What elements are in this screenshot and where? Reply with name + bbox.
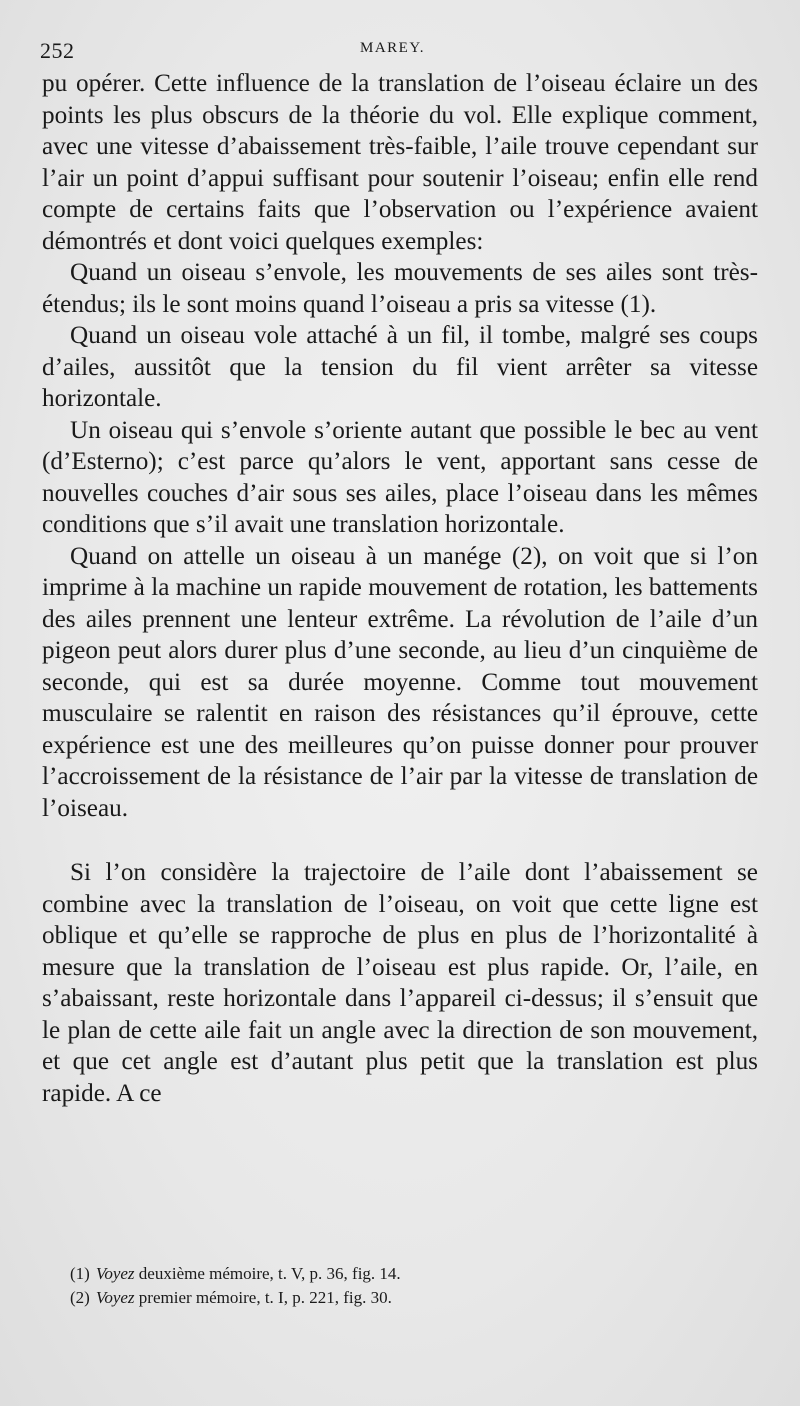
paragraph: Un oiseau qui s’envole s’oriente autant que possible le bec au vent (d’Esterno); c’est parce qu’alors le vent, apportant sans cesse de nouvelles couches d’air sous ses ailes, place l’oiseau dans les mêmes conditions que s’il avait une translation horizontale. bbox=[42, 416, 758, 538]
footnote bbox=[70, 1262, 730, 1286]
footnote-ref: (2) bbox=[70, 1288, 90, 1307]
paragraph: Si l’on considère la trajectoire de l’aile dont l’abaissement se combine avec la translation de l’oiseau, on voit que cette ligne est oblique et qu’elle se rapproche de plus en plus de l’horizontalité à mesure que la translation de l’oiseau est plus rapide. Or, l’aile, en s’abaissant, reste horizontale dans l’appareil ci-dessus; il s’ensuit que le plan de cette aile fait un angle avec la direction de son mouvement, et que cet angle est d’autant plus petit que la translation est plus rapide. A ce bbox=[42, 859, 758, 1107]
paragraph: Quand un oiseau s’envole, les mouvements de ses ailes sont très-étendus; ils le sont moins quand l’oiseau a pris sa vitesse (1). bbox=[42, 259, 758, 318]
footnote-text: premier mémoire, t. I, p. 221, fig. 30. bbox=[134, 1288, 392, 1307]
footnotes bbox=[70, 1262, 730, 1310]
page-header bbox=[40, 38, 760, 62]
paragraph: pu opérer. Cette influence de la translation de l’oiseau éclaire un des points les plus obscurs de la théorie du vol. Elle explique comment, avec une vitesse d’abaissement très-faible, l’aile trouve cependant sur l’air un point d’appui suffisant pour soutenir l’oiseau; enfin elle rend compte de certains faits que l’observation ou l’expérience avaient démontrés et dont voici quelques exemples: bbox=[42, 70, 758, 255]
footnote-italic: Voyez bbox=[95, 1264, 135, 1283]
body-text bbox=[42, 68, 758, 1109]
paragraph: Quand un oiseau vole attaché à un fil, il tombe, malgré ses coups d’ailes, aussitôt que la tension du fil vient arrêter sa vitesse horizontale. bbox=[42, 322, 758, 412]
running-head: MAREY. bbox=[360, 40, 425, 56]
page-number: 252 bbox=[40, 38, 75, 63]
footnote-text: deuxième mémoire, t. V, p. 36, fig. 14. bbox=[134, 1264, 401, 1283]
footnote-ref: (1) bbox=[70, 1264, 90, 1283]
paragraph: Quand on attelle un oiseau à un manége (2), on voit que si l’on imprime à la machine un rapide mouvement de rotation, les battements des ailes prennent une lenteur extrême. La révolution de l’aile d’un pigeon peut alors durer plus d’une seconde, au lieu d’un cinquième de seconde, qui est sa durée moyenne. Comme tout mouvement musculaire se ralentit en raison des résistances qu’il éprouve, cette expérience est une des meilleures qu’on puisse donner pour prouver l’accroissement de la résistance de l’air par la vitesse de translation de l’oiseau. bbox=[42, 542, 758, 822]
footnote-italic: Voyez bbox=[95, 1288, 135, 1307]
footnote bbox=[70, 1286, 730, 1310]
